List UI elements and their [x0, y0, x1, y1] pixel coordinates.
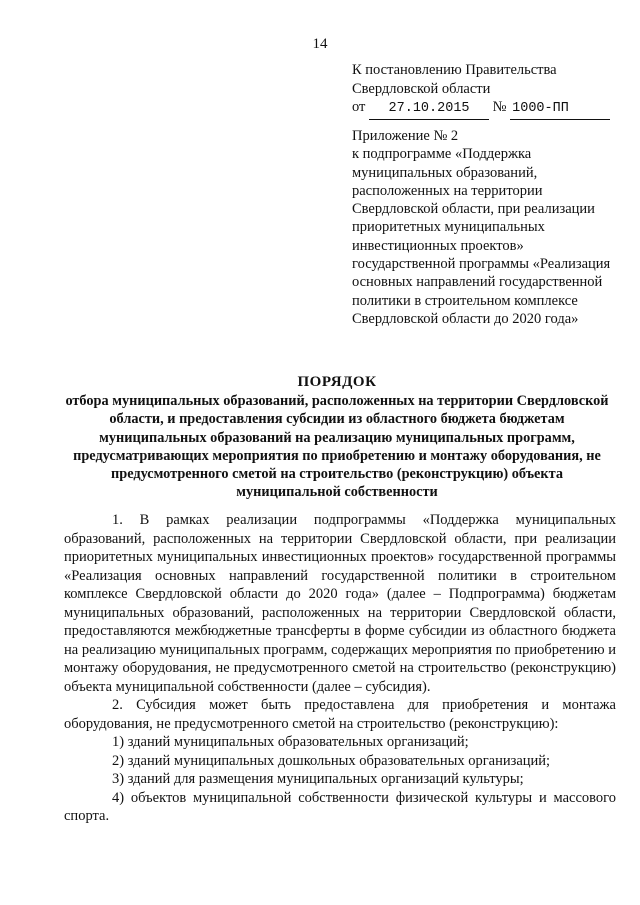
list-item-2: 2) зданий муниципальных дошкольных образовательных организаций;: [112, 752, 551, 769]
paragraph-1: 1. В рамках реализации подпрограммы «Поддержка муниципальных образований, расположенных на территории Свердловской области, при реализации приоритетных муниципальных инвестиционных проектов» государственной программы «Реализация основных направлений государственной политики в строительном комплексе Свердловской области до 2020 года» (далее – Подпрограмма) бюджетам муниципальных образований, расположенных на территории Свердловской области, предоставляются межбюджетные трансферты в форме субсидии из областного бюджета на реализацию муниципальных программ, содержащих мероприятия по приобретению и монтажу оборудования, не предусмотренного сметой на строительство (реконструкцию) объекта муниципальной собственности (далее – субсидия).: [64, 512, 616, 695]
document-subtitle: отбора муниципальных образований, расположенных на территории Свердловской области, и предоставления субсидии из областного бюджета бюджетам муниципальных образований на реализацию муниципальных программ, предусматривающих мероприятия по приобретению и монтажу оборудования, не предусмотренного сметой на строительство (реконструкцию) объекта муниципальной собственности: [65, 393, 609, 501]
appendix-text: к подпрограмме «Поддержка муниципальных образований, расположенных на территории Свердловской области, при реализации приоритетных муниципальных инвестиционных проектов» государственной программы «Реализация основных направлений государственной политики в строительном комплексе Свердловской области до 2020 года»: [352, 146, 611, 327]
appendix-title: Приложение № 2: [352, 128, 459, 144]
list-item-1: 1) зданий муниципальных образовательных организаций;: [112, 734, 469, 750]
list-item-4: 4) объектов муниципальной собственности физической культуры и массового спорта.: [64, 789, 616, 824]
resolution-date: 27.10.2015: [369, 100, 489, 120]
approval-line-1: К постановлению Правительства: [352, 62, 557, 78]
paragraph-2: 2. Субсидия может быть предоставлена для приобретения и монтажа оборудования, не предусмотренного сметой на строительство (реконструкцию):: [64, 697, 616, 732]
document-body: [64, 511, 616, 826]
approval-line-2: Свердловской области: [352, 80, 491, 97]
document-heading: [64, 372, 610, 502]
approval-date-line: [352, 98, 624, 120]
page-number: 14: [312, 36, 328, 52]
approval-block: [352, 61, 624, 120]
from-prefix: от: [352, 99, 366, 115]
resolution-number: 1000-ПП: [510, 100, 610, 120]
appendix-block: [352, 127, 624, 328]
number-prefix: №: [492, 99, 507, 115]
list-item-3: 3) зданий для размещения муниципальных организаций культуры;: [112, 771, 524, 787]
document-title: ПОРЯДОК: [297, 374, 377, 390]
